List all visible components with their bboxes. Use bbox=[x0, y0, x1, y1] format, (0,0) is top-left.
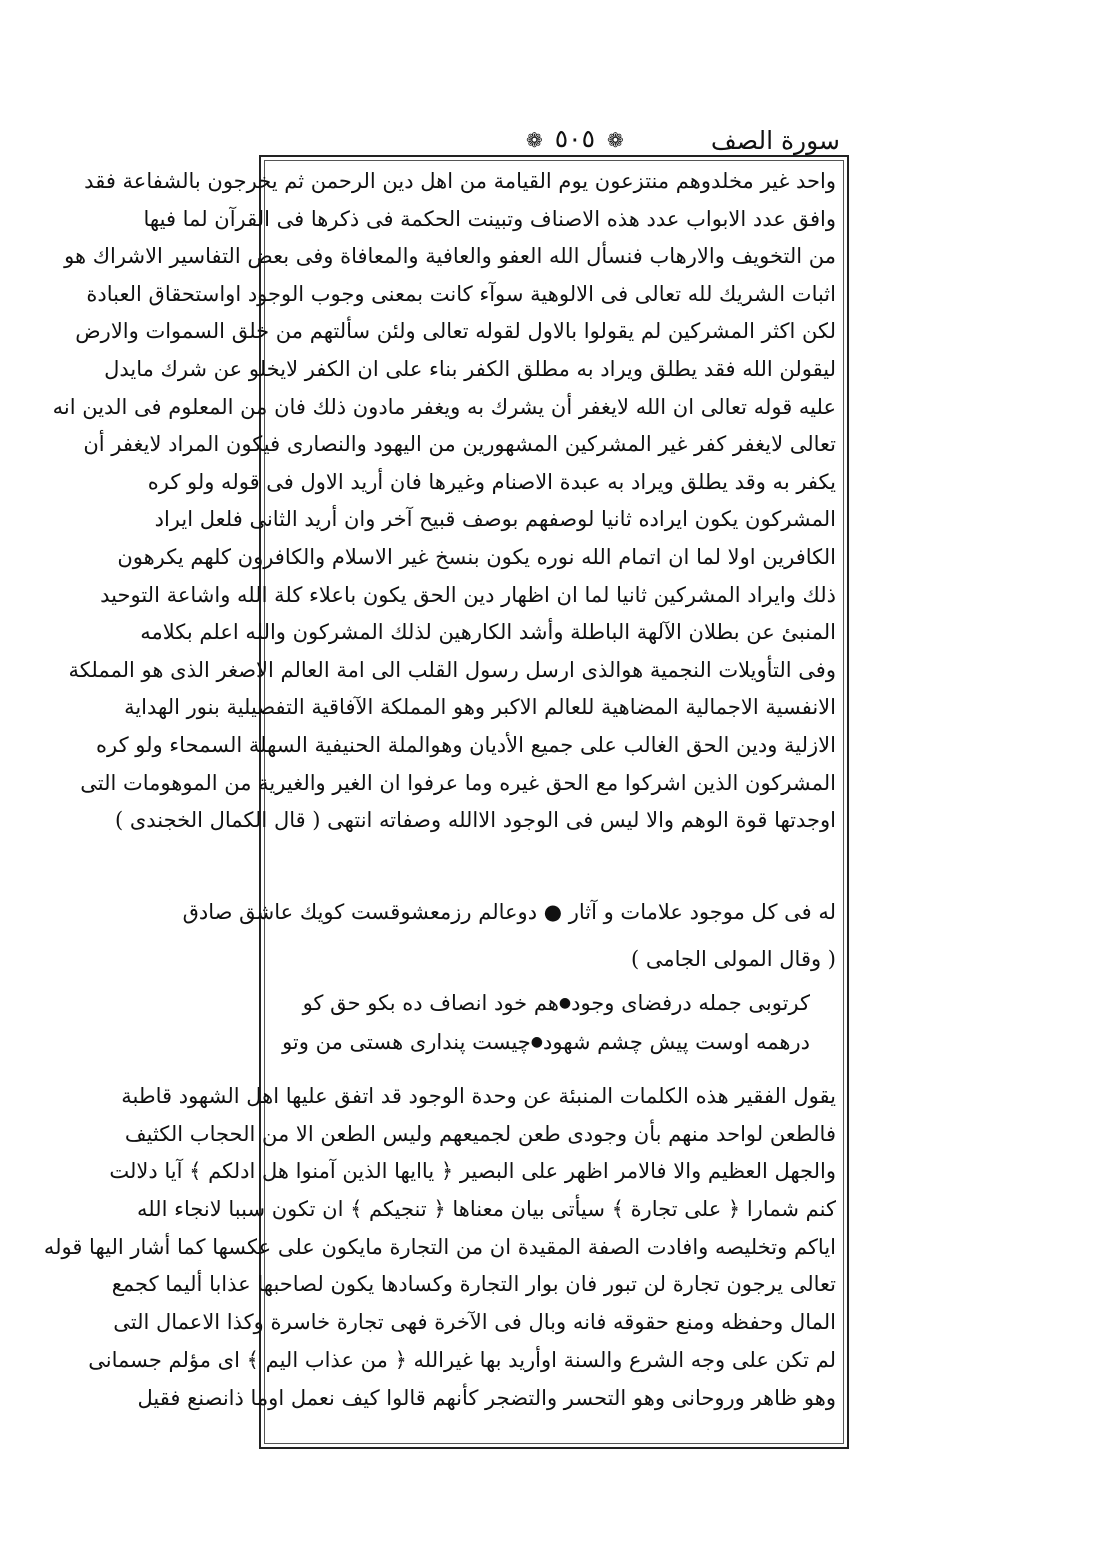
text-line: الانفسية الاجمالية المضاهية للعالم الاكبر وهو المملكة الآفاقية التفصيلية بنور الهداية bbox=[124, 695, 836, 720]
hemistich-left: چيست پندارى هستى من وتو bbox=[282, 1030, 531, 1054]
text-line: وفى التأويلات النجمية هوالذى ارسل رسول القلب الى امة العالم الاصغر الذى هو المملكة bbox=[68, 657, 836, 682]
paragraph-tafsir bbox=[43, 1078, 836, 1417]
text-line: والجهل العظيم والا فالامر اظهر على البصير ﴿ ياايها الذين آمنوا هل ادلكم ﴾ آيا دلالت bbox=[109, 1159, 836, 1184]
surah-title: سورة الصف bbox=[710, 126, 840, 155]
text-line: الازلية ودين الحق الغالب على جميع الأديان وهوالملة الحنيفية السهلة السمحاء ولو كره bbox=[95, 732, 836, 757]
text-line: لكن اكثر المشركين لم يقولوا بالاول لقوله تعالى ولئن سألتهم من خلق السموات والارض bbox=[75, 319, 836, 344]
text-line: تعالى لايغفر كفر غير المشركين المشهورين من اليهود والنصارى فيكون المراد لايغفر أن bbox=[83, 432, 836, 457]
text-line: لم تكن على وجه الشرع والسنة اوأريد بها غيرالله ﴿ من عذاب اليم ﴾ اى مؤلم جسمانى bbox=[88, 1347, 836, 1372]
text-line: وافق عدد الابواب عدد هذه الاصناف وتبينت الحكمة فى ذكرها فى القرآن لما فيها bbox=[143, 206, 836, 231]
verse-line: له فى كل موجود علامات و آثار ● دوعالم رزمعشوقست كويك عاشق صادق bbox=[182, 900, 836, 924]
text-line: اثبات الشريك لله تعالى فى الالوهية سوآء كانت بمعنى وجوب الوجود اواستحقاق العبادة bbox=[86, 281, 836, 306]
couplet-row bbox=[282, 1024, 810, 1060]
text-line: المال وحفظه ومنع حقوقه فانه وبال فى الآخرة فهى تجارة خاسرة وكذا الاعمال التى bbox=[113, 1310, 836, 1335]
text-line: ليقولن الله فقد يطلق ويراد به مطلق الكفر بناء على ان الكفر لايخلو عن شرك مايدل bbox=[104, 356, 836, 381]
text-line: وهو ظاهر وروحانى وهو التحسر والتضجر كأنهم قالوا كيف نعمل اوما ذانصنع فقيل bbox=[137, 1385, 836, 1410]
hemistich-left: هم خود انصاف ده بكو حق كو bbox=[302, 991, 559, 1015]
text-line: فالطعن لواحد منهم بأن وجودى طعن لجميعهم وليس الطعن الا من الحجاب الكثيف bbox=[124, 1121, 836, 1146]
couplet-row bbox=[302, 985, 810, 1021]
text-line: الكافرين اولا لما ان اتمام الله نوره يكون بنسخ غير الاسلام والكافرون كلهم يكرهون bbox=[117, 544, 836, 569]
text-line: المشركون يكون ايراده ثانيا لوصفهم بوصف قبيح آخر وان أريد الثانى فلعل ايراد bbox=[154, 507, 836, 532]
text-line: كنم شمارا ﴿ على تجارة ﴾ سيأتى بيان معناها ﴿ تنجيكم ﴾ ان تكون سببا لانجاء الله bbox=[136, 1197, 836, 1222]
text-line: يكفر به وقد يطلق ويراد به عبدة الاصنام وغيرها فان أريد الاول فى قوله ولو كره bbox=[147, 469, 836, 494]
text-line: اوجدتها قوة الوهم والا ليس فى الوجود الاالله وصفاته انتهى ( قال الكمال الخجندى ) bbox=[114, 808, 836, 833]
text-line: عليه قوله تعالى ان الله لايغفر أن يشرك به ويغفر مادون ذلك فان من المعلوم فى الدين انه bbox=[52, 394, 836, 419]
separator-dot-icon: ● bbox=[558, 995, 572, 1011]
ornament-left-icon: ❁ bbox=[606, 128, 624, 152]
text-line: تعالى يرجون تجارة لن تبور فان بوار التجارة وكسادها يكون لصاحبها عذابا أليما كجمع bbox=[111, 1272, 836, 1297]
text-line: يقول الفقير هذه الكلمات المنبئة عن وحدة الوجود قد اتفق عليها اهل الشهود قاطبة bbox=[121, 1084, 836, 1108]
text-line: ذلك وايراد المشركين ثانيا لما ان اظهار دين الحق يكون باعلاء كلة الله واشاعة التوحيد bbox=[100, 582, 836, 607]
page-header bbox=[262, 122, 840, 156]
page-number-group bbox=[522, 124, 628, 153]
ornament-right-icon: ❁ bbox=[526, 128, 543, 152]
separator-dot-icon: ● bbox=[530, 1034, 544, 1050]
text-line: المنبئ عن بطلان الآلهة الباطلة وأشد الكارهين لذلك المشركون والله اعلم بكلامه bbox=[140, 620, 836, 645]
text-line: اياكم وتخليصه وافادت الصفة المقيدة ان من التجارة مايكون على عكسها كما أشار اليها قوله bbox=[43, 1234, 836, 1259]
hemistich-right: درهمه اوست پيش چشم شهود bbox=[543, 1030, 810, 1054]
paragraph-commentary bbox=[52, 163, 836, 840]
page-number: ٥٠٥ bbox=[554, 124, 596, 153]
text-line: المشركون الذين اشركوا مع الحق غيره وما عرفوا ان الغير والغيرية من الموهومات التى bbox=[80, 770, 836, 795]
hemistich-right: كرتوبى جمله درفضاى وجود bbox=[571, 991, 810, 1015]
attribution-jami: ( وقال المولى الجامى ) bbox=[631, 947, 836, 971]
text-line: واحد غير مخلدوهم منتزعون يوم القيامة من اهل دين الرحمن ثم يخرجون بالشفاعة فقد bbox=[84, 169, 836, 193]
text-line: من التخويف والارهاب فنسأل الله العفو والعافية والمعافاة وفى بعض التفاسير الاشراك هو bbox=[64, 244, 836, 269]
